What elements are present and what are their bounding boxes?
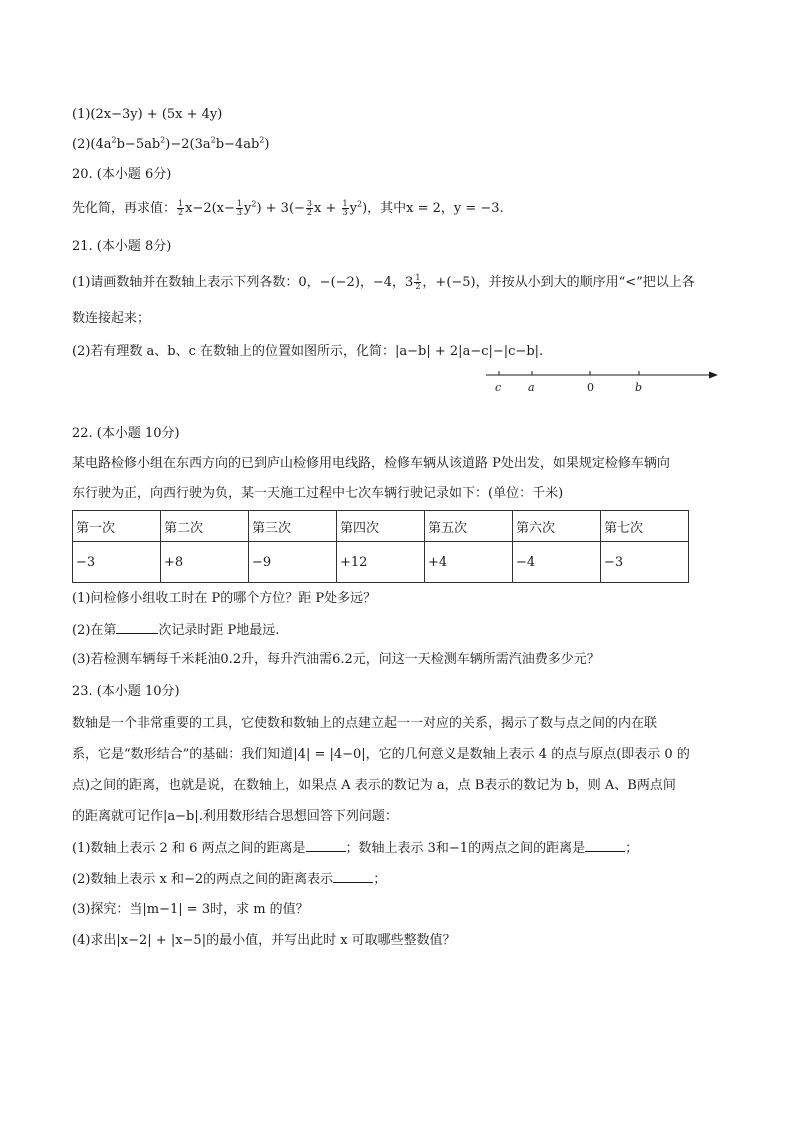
fraction: $\frac{1}{2}$ <box>178 199 184 217</box>
fraction: $\frac{3}{2}$ <box>306 199 313 217</box>
table-header-cell: 第一次 <box>73 511 161 542</box>
label-b: b <box>635 381 643 394</box>
answer-blank[interactable] <box>116 621 158 634</box>
q23-subq4: (4)求出|x−2| + |x−5|的最小值，并写出此时 x 可取哪些整数值？ <box>72 933 456 948</box>
q22-subq1: (1)问检修小组收工时在 P的哪个方位？距 P处多远？ <box>72 591 377 606</box>
table-header-row <box>73 511 689 542</box>
table-header-cell: 第四次 <box>337 511 425 542</box>
answer-blank[interactable] <box>585 839 625 852</box>
label-c: c <box>495 381 502 394</box>
label-a: a <box>528 381 535 394</box>
q23-intro-line1: 数轴是一个非常重要的工具，它使数和数轴上的点建立起一一对应的关系，揭示了数与点之间的内在联 <box>72 716 658 731</box>
table-header-cell: 第五次 <box>425 511 513 542</box>
table-cell: −3 <box>73 542 161 583</box>
table-header-cell: 第七次 <box>601 511 689 542</box>
number-line-figure <box>480 362 730 402</box>
fraction: $\frac{1}{3}$ <box>236 199 242 217</box>
q22-intro-line1: 某电路检修小组在东西方向的已到庐山检修用电线路，检修车辆从该道路 P处出发，如果规定检修车辆向 <box>72 456 670 471</box>
driving-record-table <box>72 510 689 583</box>
q22-header: 22. (本小题 10分) <box>72 426 180 441</box>
table-header-cell: 第三次 <box>249 511 337 542</box>
table-cell: −4 <box>513 542 601 583</box>
q23-intro-line3: 点)之间的距离，也就是说，在数轴上，如果点 A 表示的数记为 a，点 B表示的数记为 b，则 A、B两点间 <box>72 778 676 793</box>
q21-header: 21. (本小题 8分) <box>72 239 172 254</box>
q22-intro-line2: 东行驶为正，向西行驶为负，某一天施工过程中七次车辆行驶记录如下：(单位：千米) <box>72 486 564 501</box>
arrow-head-icon <box>709 372 718 379</box>
q21-part1: (1)请画数轴并在数轴上表示下列各数：0，−(−2)，−4，3 $\frac{1}{2}$ ，+(−5)，并按从小到大的顺序用“<”把以上各 <box>72 273 695 291</box>
q19-part2: $(2)(4a^2b-5ab^2)-2(3a^2b-4ab^2)$ <box>72 135 270 152</box>
answer-blank[interactable] <box>306 839 346 852</box>
answer-blank[interactable] <box>333 870 373 883</box>
label-zero: 0 <box>587 381 594 394</box>
table-cell: −3 <box>601 542 689 583</box>
fraction: $\frac{1}{2}$ <box>415 273 421 291</box>
q23-subq1: (1)数轴上表示 2 和 6 两点之间的距离是 ；数轴上表示 3和−1的两点之间的距离是 ； <box>72 841 639 856</box>
table-header-cell: 第二次 <box>161 511 249 542</box>
q19-part1: (1)(2x−3y) + (5x + 4y) <box>72 107 223 122</box>
q23-header: 23. (本小题 10分) <box>72 684 180 699</box>
fraction: $\frac{1}{3}$ <box>342 199 348 217</box>
table-header-cell: 第六次 <box>513 511 601 542</box>
q22-subq3: (3)若检测车辆每千米耗油0.2升，每升汽油需6.2元，问这一天检测车辆所需汽油费多少元？ <box>72 652 600 667</box>
q23-subq3: (3)探究：当|m−1| = 3时，求 m 的值？ <box>72 902 309 917</box>
table-cell: −9 <box>249 542 337 583</box>
q22-subq2: (2)在第 次记录时距 P地最远. <box>72 623 280 638</box>
table-cell: +8 <box>161 542 249 583</box>
q23-subq2: (2)数轴上表示 x 和−2的两点之间的距离表示 ； <box>72 872 387 887</box>
q23-intro-line4: 的距离就可记作|a−b|.利用数形结合思想回答下列问题： <box>72 809 398 824</box>
q21-part1-cont: 数连接起来； <box>72 311 151 326</box>
table-cell: +4 <box>425 542 513 583</box>
q21-part2: (2)若有理数 a、b、c 在数轴上的位置如图所示，化简：|a−b| + 2|a−c|−|c−b|. <box>72 344 544 359</box>
q20-expression: 先化简，再求值： $\frac{1}{2}$ x−2(x− $\frac{1}{3}$ $y^2) + 3(-$ $\frac{3}{2}$ x + $\frac{1}{3}$ $y^2$)，其中x = 2，y = −3. <box>72 199 504 217</box>
q23-intro-line2: 系，它是“数形结合”的基础：我们知道|4| = |4−0|，它的几何意义是数轴上表示 4 的点与原点(即表示 0 的 <box>72 747 690 762</box>
q20-header: 20. (本小题 6分) <box>72 167 172 182</box>
table-cell: +12 <box>337 542 425 583</box>
table-row <box>73 542 689 583</box>
